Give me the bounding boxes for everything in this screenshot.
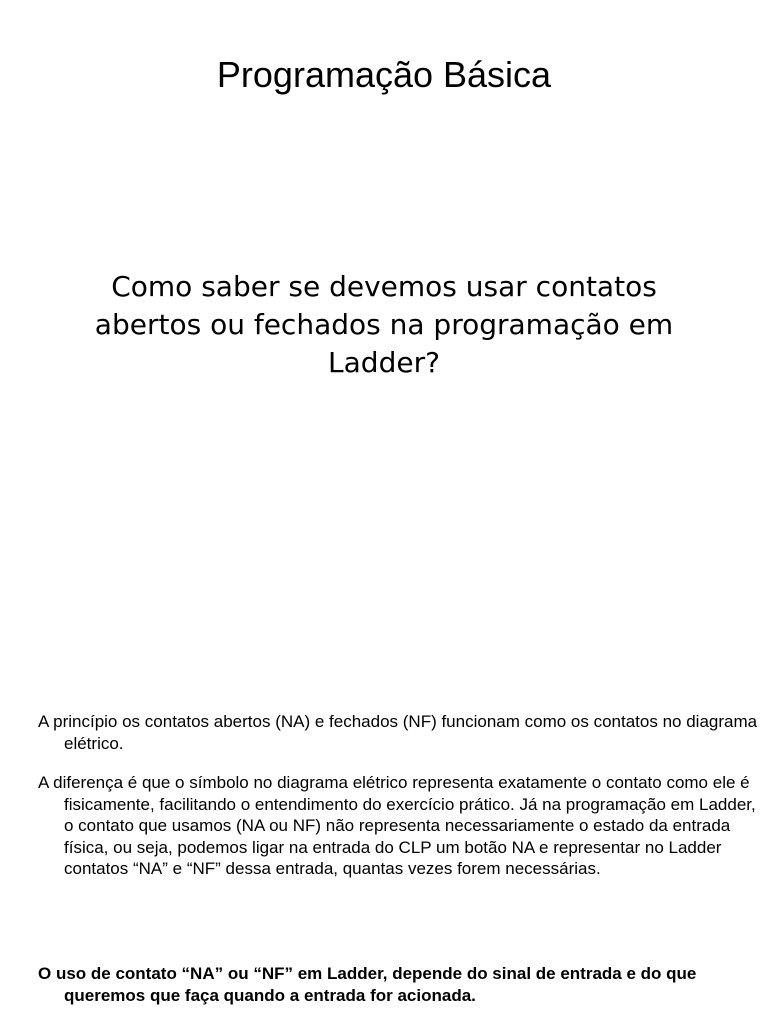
- paragraph-principle: A princípio os contatos abertos (NA) e fechados (NF) funcionam como os contatos no diagrama elétrico.: [38, 712, 758, 753]
- slide-question: Como saber se devemos usar contatos abertos ou fechados na programação em Ladder?: [94, 270, 674, 379]
- slide-title: Programação Básica: [216, 54, 552, 95]
- paragraph-difference: A diferença é que o símbolo no diagrama elétrico representa exatamente o contato como ele é fisicamente, facilitando o entendimento do exercício prático. Já na programação em Ladder, o contato que usamos (NA ou NF) não representa necessariamente o estado da entrada física, ou seja, podemos ligar na entrada do CLP um botão NA e representar no Ladder contatos “NA” e “NF” dessa entrada, quantas vezes forem necessárias.: [38, 773, 756, 878]
- paragraph-conclusion: O uso de contato “NA” ou “NF” em Ladder, depende do sinal de entrada e do que queremos que faça quando a entrada for acionada.: [38, 964, 697, 1005]
